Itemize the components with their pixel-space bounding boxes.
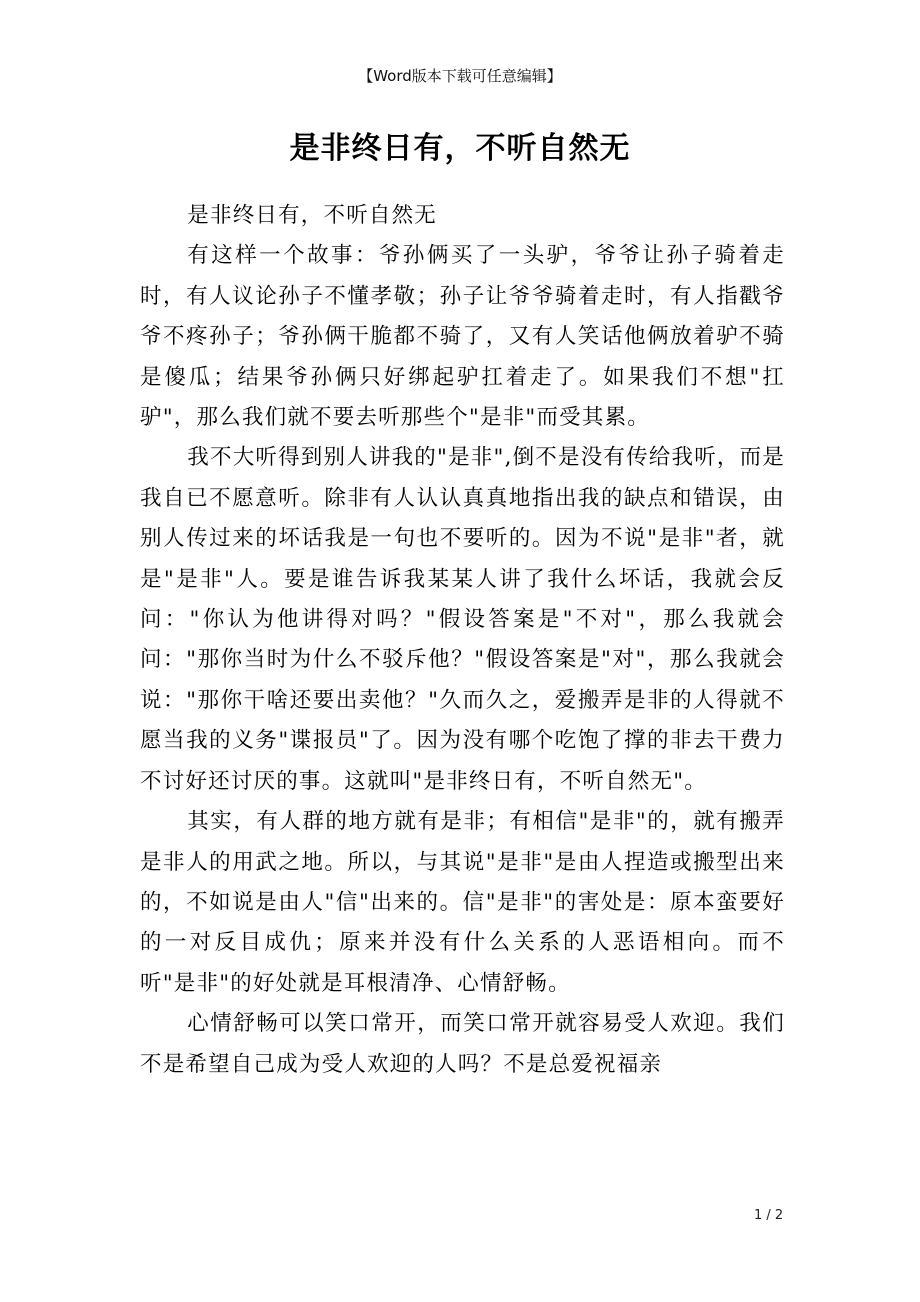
body-paragraph: 我不大听得到别人讲我的"是非",倒不是没有传给我听，而是我自已不愿意听。除非有人认认真真地指出我的缺点和错误，由别人传过来的坏话我是一句也不要听的。因为不说"是非"者，就是"是非"人。要是谁告诉我某某人讲了我什么坏话，我就会反问："你认为他讲得对吗？"假设答案是"不对"，那么我就会问："那你当时为什么不驳斥他？"假设答案是"对"，那么我就会说："那你干啥还要出卖他？"久而久之，爱搬弄是非的人得就不愿当我的义务"谍报员"了。因为没有哪个吃饱了撑的非去干费力不讨好还讨厌的事。这就叫"是非终日有，不听自然无"。 [140, 445, 786, 794]
body-paragraph: 心情舒畅可以笑口常开，而笑口常开就容易受人欢迎。我们不是希望自己成为受人欢迎的人吗？不是总爱祝福亲 [140, 1011, 785, 1077]
page-number: 1 / 2 [754, 1208, 784, 1223]
document-title: 是非终日有，不听自然无 [289, 131, 631, 166]
body-paragraph: 是非终日有，不听自然无 [187, 203, 437, 228]
body-paragraph: 其实，有人群的地方就有是非；有相信"是非"的，就有搬弄是非人的用武之地。所以，与其说"是非"是由人捏造或搬型出来的，不如说是由人"信"出来的。信"是非"的害处是：原本蛮要好的一对反目成仇；原来并没有什么关系的人恶语相向。而不听"是非"的好处就是耳根清净、心情舒畅。 [140, 809, 785, 996]
document-body [140, 196, 785, 1085]
download-note: 【Word版本下载可任意编辑】 [358, 67, 562, 85]
body-paragraph: 有这样一个故事：爷孙俩买了一头驴，爷爷让孙子骑着走时，有人议论孙子不懂孝敬；孙子让爷爷骑着走时，有人指戳爷爷不疼孙子；爷孙俩干脆都不骑了，又有人笑话他俩放着驴不骑是傻瓜；结果爷孙俩只好绑起驴扛着走了。如果我们不想"扛驴"，那么我们就不要去听那些个"是非"而受其累。 [140, 243, 785, 431]
